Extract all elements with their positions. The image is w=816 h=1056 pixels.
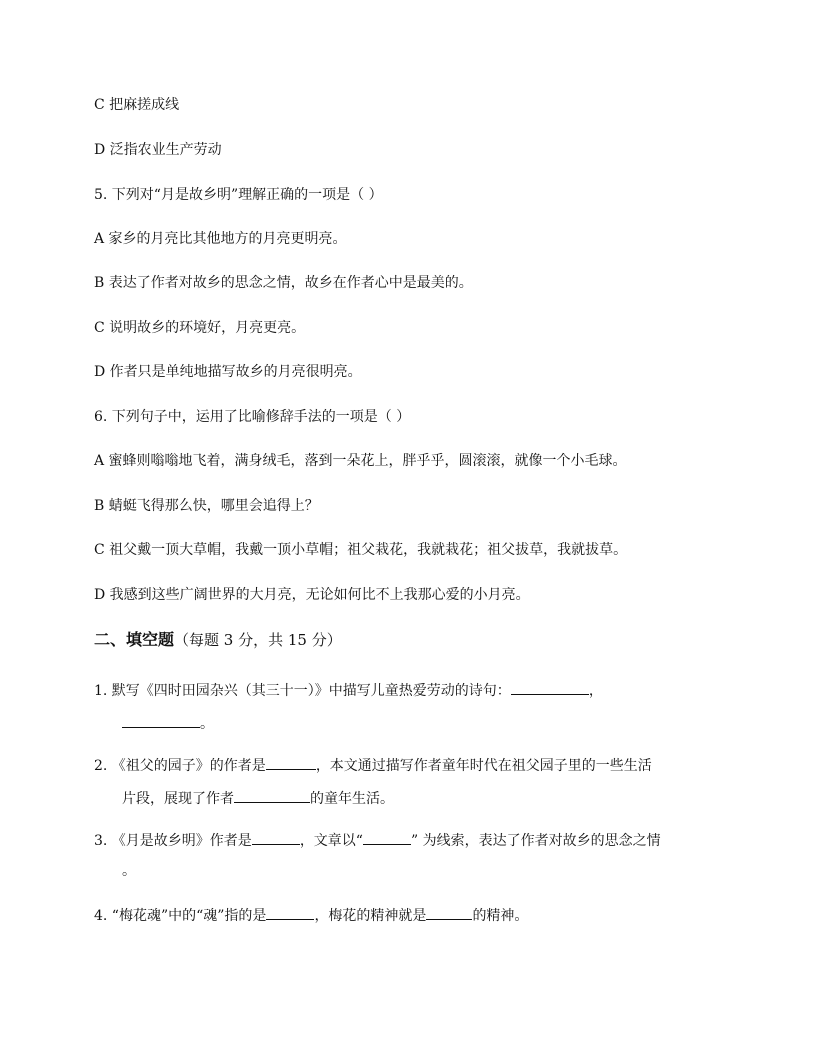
fill-question-1	[94, 680, 603, 700]
question-5-option-a: A 家乡的月亮比其他地方的月亮更明亮。	[94, 231, 347, 247]
fill-question-2	[94, 755, 652, 775]
answer-blank[interactable]	[511, 680, 589, 695]
question-5-option-d: D 作者只是单纯地描写故乡的月亮很明亮。	[94, 364, 362, 380]
fill-question-4	[94, 905, 528, 925]
answer-blank[interactable]	[122, 713, 200, 728]
question-6-option-a: A 蜜蜂则嗡嗡地飞着，满身绒毛，落到一朵花上，胖乎乎，圆滚滚，就像一个小毛球。	[94, 453, 627, 469]
fill-q3-text-b: ，文章以“	[299, 833, 363, 849]
fill-q3-text-a: 3. 《月是故乡明》作者是	[94, 833, 252, 849]
question-5: 5. 下列对“月是故乡明”理解正确的一项是（ ）	[94, 187, 383, 203]
answer-blank[interactable]	[234, 788, 310, 803]
fill-q2-text-c: 片段，展现了作者	[122, 791, 234, 807]
question-6-option-d: D 我感到这些广阔世界的大月亮，无论如何比不上我那心爱的小月亮。	[94, 587, 530, 603]
answer-blank[interactable]	[426, 905, 472, 920]
section-2-heading	[94, 630, 342, 650]
fill-question-3-cont: 。	[122, 863, 136, 879]
fill-q1-end: 。	[200, 716, 214, 732]
fill-question-2-cont	[122, 788, 394, 808]
fill-q2-text-a: 2. 《祖父的园子》的作者是	[94, 758, 266, 774]
fill-q2-text-d: 的童年生活。	[310, 791, 394, 807]
fill-q2-text-b: ，本文通过描写作者童年时代在祖父园子里的一些生活	[315, 758, 652, 774]
option-d-previous: D 泛指农业生产劳动	[94, 142, 222, 158]
section-2-title: 二、填空题	[94, 630, 175, 649]
answer-blank[interactable]	[363, 830, 411, 845]
question-6-option-b: B 蜻蜓飞得那么快，哪里会追得上？	[94, 498, 319, 514]
question-6: 6. 下列句子中，运用了比喻修辞手法的一项是（ ）	[94, 409, 411, 425]
question-5-option-c: C 说明故乡的环境好，月亮更亮。	[94, 320, 306, 336]
fill-q3-text-c: ” 为线索，表达了作者对故乡的思念之情	[410, 833, 661, 849]
question-5-option-b: B 表达了作者对故乡的思念之情，故乡在作者心中是最美的。	[94, 275, 473, 291]
fill-q1-text: 1. 默写《四时田园杂兴（其三十一）》中描写儿童热爱劳动的诗句：	[94, 683, 511, 699]
answer-blank[interactable]	[266, 755, 316, 770]
answer-blank[interactable]	[266, 905, 314, 920]
fill-q4-text-c: 的精神。	[472, 908, 529, 924]
fill-q4-text-a: 4. “梅花魂”中的“魂”指的是	[94, 908, 267, 924]
question-6-option-c: C 祖父戴一顶大草帽，我戴一顶小草帽；祖父栽花，我就栽花；祖父拔草，我就拔草。	[94, 542, 628, 558]
option-c-previous: C 把麻搓成线	[94, 97, 180, 113]
answer-blank[interactable]	[252, 830, 300, 845]
fill-question-1-cont	[122, 713, 214, 733]
fill-q1-comma: ，	[588, 683, 603, 699]
fill-question-3	[94, 830, 661, 850]
fill-q4-text-b: ，梅花的精神就是	[314, 908, 427, 924]
section-2-note: （每题 3 分，共 15 分）	[174, 631, 342, 649]
